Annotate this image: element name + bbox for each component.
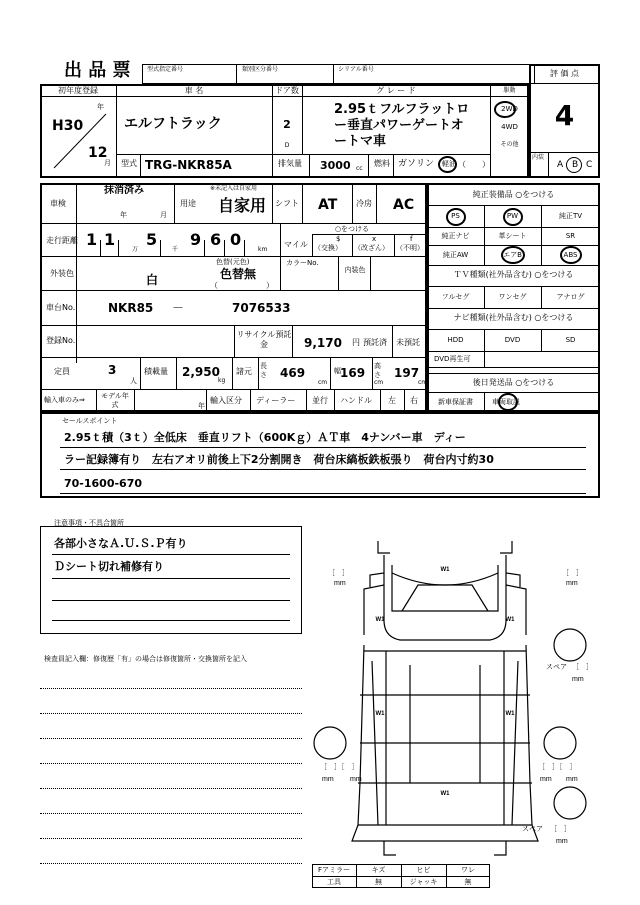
equip-ps: PS bbox=[451, 212, 460, 220]
recycle-label: リサイクル預託金 bbox=[236, 330, 292, 349]
interior-b-circle bbox=[566, 157, 582, 173]
w1-left-rear: W1 bbox=[375, 711, 385, 717]
equip-pw-circle bbox=[503, 208, 523, 226]
grade-value: 2.95ｔフルフラットロー垂直パワーゲートオートマ車 bbox=[334, 102, 470, 149]
color-paren: （ ） bbox=[210, 281, 274, 290]
capacity-value: 3 bbox=[108, 363, 117, 377]
mileage-digit: 1 bbox=[104, 230, 116, 249]
drive-2wd: 2WD bbox=[501, 105, 518, 113]
mileage-digit: 1 bbox=[86, 230, 98, 249]
recycle-unit: 円 bbox=[352, 338, 360, 347]
km-unit: km bbox=[258, 246, 268, 253]
length-label: 長さ bbox=[260, 362, 267, 379]
cc-unit: cc bbox=[356, 165, 363, 172]
interior-a: A bbox=[557, 160, 564, 170]
interior-c: C bbox=[586, 160, 593, 170]
import-year-label: 年 bbox=[198, 402, 205, 410]
color-no-label: カラーNo. bbox=[286, 259, 319, 267]
later-warranty: 新車保証書 bbox=[438, 398, 473, 406]
doors-label: ドア数 bbox=[275, 86, 299, 95]
fuel-paren: （ ） bbox=[458, 160, 490, 169]
car-name-label: 車 名 bbox=[184, 86, 204, 95]
exterior-label: 外装色 bbox=[50, 269, 74, 278]
grade-label: グ レ ー ド bbox=[376, 86, 416, 95]
notes-line2: Ｄシート切れ補修有り bbox=[54, 560, 164, 573]
load-label: 積載量 bbox=[144, 367, 168, 376]
height-value: 197 bbox=[394, 366, 420, 380]
sales-point-label: セールスポイント bbox=[62, 417, 118, 425]
spec-label: 諸元 bbox=[236, 367, 252, 376]
spare-label-1: スペア bbox=[546, 664, 567, 671]
mm-r2: mm bbox=[540, 776, 552, 783]
height-label: 高さ bbox=[374, 362, 381, 379]
displacement-value: 3000 bbox=[320, 159, 351, 172]
rating-value: 4 bbox=[554, 99, 575, 132]
load-value: 2,950 bbox=[182, 365, 220, 379]
later-manual-circle bbox=[498, 393, 518, 411]
color-change-label: 色替(元色) bbox=[216, 258, 250, 266]
sales-point-line1: 2.95ｔ積（3ｔ）全低床 垂直リフト（600Kｇ）ＡＴ車 4ナンバー車 ディー bbox=[64, 431, 466, 444]
shift-label: シフト bbox=[275, 199, 299, 208]
navi-title: ナビ種類(社外品含む) ○をつける bbox=[453, 313, 574, 322]
first-reg-month: 12 bbox=[88, 145, 108, 161]
drive-4wd: 4WD bbox=[501, 123, 518, 131]
fuel-diesel: 軽油 bbox=[442, 160, 456, 168]
ac-label: 冷房 bbox=[356, 199, 372, 208]
displacement-label: 排気量 bbox=[278, 159, 302, 168]
drive-other: その他 bbox=[500, 141, 519, 148]
color-change-value: 色替無 bbox=[220, 267, 257, 281]
footer-h2: キズ bbox=[371, 866, 386, 874]
spare-label-2: スペア bbox=[522, 826, 543, 833]
car-name-value: エルフトラック bbox=[124, 116, 222, 132]
month-unit: 月 bbox=[104, 159, 111, 167]
capacity-label: 定員 bbox=[54, 367, 70, 376]
mm-r1: mm bbox=[566, 580, 578, 587]
bracket-l1: ［ ］ bbox=[328, 570, 349, 577]
mileage-digit: 9 bbox=[190, 230, 202, 249]
sales-point-line2: ラー記録簿有り 左右アオリ前後上下2分割開き 荷台床縞板鉄板張り 荷台内寸約30 bbox=[64, 453, 494, 466]
mile-label: マイル bbox=[284, 240, 308, 249]
mileage-label: 走行距離 bbox=[46, 236, 78, 245]
fuel-label: 燃料 bbox=[374, 159, 390, 168]
reg-no-label: 登録No. bbox=[46, 336, 76, 345]
handle-label: ハンドル bbox=[340, 396, 372, 405]
oem-title: 純正装備品 ○をつける bbox=[472, 190, 555, 199]
doors-unit: D bbox=[284, 142, 290, 149]
right-label: 右 bbox=[410, 396, 418, 405]
inspection-value: 抹消済み bbox=[104, 185, 144, 196]
form-title: 出 品 票 bbox=[64, 60, 131, 81]
equip-tv: 純正TV bbox=[558, 212, 583, 220]
equip-leather: 革シート bbox=[498, 232, 527, 240]
doors-value: 2 bbox=[283, 118, 291, 131]
truck-diagram bbox=[300, 525, 620, 865]
footer-h3: ヒビ bbox=[416, 866, 431, 874]
year-unit: 年 bbox=[97, 103, 104, 111]
w1-right-front: W1 bbox=[505, 617, 515, 623]
w1-right-rear: W1 bbox=[505, 711, 515, 717]
chassis-dash: － bbox=[172, 301, 185, 315]
footer-v3: ジャッキ bbox=[409, 878, 438, 886]
chassis-value-1: NKR85 bbox=[108, 301, 154, 315]
date-slash bbox=[50, 110, 110, 172]
equip-navi: 純正ナビ bbox=[441, 232, 470, 240]
tampered-label: （改ざん） bbox=[354, 244, 389, 252]
later-manual: 車両取説 bbox=[492, 398, 520, 406]
w1-rear: W1 bbox=[440, 791, 450, 797]
tv-analog: アナログ bbox=[556, 293, 585, 301]
interior-b: B bbox=[572, 160, 579, 170]
w1-left-front: W1 bbox=[375, 617, 385, 623]
exterior-value: 白 bbox=[146, 273, 159, 287]
navi-hdd: HDD bbox=[447, 336, 464, 344]
equip-airbag: エアB bbox=[503, 251, 522, 259]
footer-h1: Fアミラー bbox=[317, 866, 351, 874]
usage-note: ※未記入は自家用 bbox=[210, 185, 258, 192]
fuel-value: ガソリン bbox=[398, 159, 435, 169]
category-number-label: 類別区分番号 bbox=[242, 66, 279, 73]
drive-2wd-circle bbox=[494, 101, 516, 118]
mm-l2: mm bbox=[322, 776, 334, 783]
tv-oneseg: ワンセグ bbox=[498, 293, 527, 301]
footer-v4: 無 bbox=[464, 878, 472, 886]
type-value: TRG-NKR85A bbox=[145, 158, 232, 172]
fuel-diesel-circle bbox=[438, 156, 457, 173]
footer-v1: 工具 bbox=[327, 878, 341, 886]
equip-abs: ABS bbox=[563, 251, 578, 259]
chassis-label: 車台No. bbox=[46, 303, 76, 312]
mm-spare2: mm bbox=[556, 838, 568, 845]
bracket-l2: ［ ］［ ］ bbox=[320, 764, 359, 771]
dvd-play-label: DVD再生可 bbox=[434, 355, 471, 363]
navi-dvd: DVD bbox=[504, 336, 521, 344]
import-type-label: 輸入区分 bbox=[210, 396, 242, 405]
sen-unit: 千 bbox=[172, 246, 179, 253]
vehicle-detail-box bbox=[40, 183, 427, 412]
footer-h4: ワレ bbox=[461, 866, 475, 874]
tv-fullseg: フルセグ bbox=[441, 293, 470, 301]
mileage-circle-note: ○をつける bbox=[334, 225, 370, 233]
w1-cab: W1 bbox=[440, 567, 450, 573]
mm-l3: mm bbox=[350, 776, 362, 783]
model-designation-label: 型式指定番号 bbox=[147, 66, 184, 73]
mileage-digit: 5 bbox=[146, 230, 158, 249]
sales-point-line3: 70-1600-670 bbox=[64, 477, 143, 490]
inspection-label: 車検 bbox=[50, 199, 66, 208]
width-label: 幅 bbox=[334, 367, 341, 375]
later-title: 後日発送品 ○をつける bbox=[472, 378, 555, 387]
mm-l1: mm bbox=[334, 580, 346, 587]
equip-sr: SR bbox=[565, 232, 576, 240]
svg-text:［ ］: ［ ］ bbox=[572, 664, 593, 671]
shift-value: AT bbox=[318, 197, 338, 213]
chassis-value-2: 7076533 bbox=[232, 301, 291, 315]
load-kg-unit: kg bbox=[218, 377, 226, 384]
import-label: 輸入車のみ⇒ bbox=[44, 396, 85, 404]
exchange-label: （交換） bbox=[314, 244, 342, 252]
equip-abs-circle bbox=[560, 246, 582, 264]
left-label: 左 bbox=[388, 396, 396, 405]
inspection-year-unit: 年 bbox=[120, 211, 127, 219]
recycle-paid: 預託済 bbox=[363, 338, 387, 347]
tv-title: ＴＶ種類(社外品含む) ○をつける bbox=[453, 270, 574, 279]
inspector-label: 検査員記入欄：修復歴「有」の場合は修復箇所・交換箇所を記入 bbox=[44, 655, 247, 663]
equip-aw: 純正AW bbox=[442, 251, 469, 259]
usage-label: 用途 bbox=[180, 199, 196, 208]
type-label: 型式 bbox=[121, 159, 137, 168]
recycle-value: 9,170 bbox=[304, 336, 342, 350]
ac-value: AC bbox=[393, 197, 415, 213]
usage-value: 自家用 bbox=[218, 196, 267, 215]
length-value: 469 bbox=[280, 366, 306, 380]
drive-label: 駆動 bbox=[503, 87, 516, 94]
mileage-digit: 0 bbox=[230, 230, 242, 249]
model-year-label: モデル年式 bbox=[101, 392, 129, 409]
dealer-label: ディーラー bbox=[256, 396, 296, 405]
width-cm-unit: cm bbox=[374, 379, 384, 386]
notes-label: 注意事項・不具合箇所 bbox=[54, 519, 124, 527]
navi-sd: SD bbox=[565, 336, 576, 344]
mileage-digit: 6 bbox=[210, 230, 222, 249]
inspection-month-unit: 月 bbox=[160, 211, 167, 219]
mm-r3: mm bbox=[566, 776, 578, 783]
first-reg-label: 初年度登録 bbox=[58, 86, 98, 95]
man-unit: 万 bbox=[132, 246, 139, 253]
interior-color-label: 内装色 bbox=[344, 266, 366, 274]
unknown-label: （不明） bbox=[396, 244, 424, 252]
notes-line1: 各部小さなＡ.Ｕ.Ｓ.Ｐ有り bbox=[54, 537, 188, 550]
equip-pw: PW bbox=[506, 212, 519, 220]
height-cm-unit: cm bbox=[418, 379, 428, 386]
footer-v2: 無 bbox=[375, 878, 382, 886]
svg-text:［ ］: ［ ］ bbox=[550, 826, 571, 833]
first-reg-era: H30 bbox=[52, 118, 84, 134]
interior-label: 内装 bbox=[532, 154, 545, 161]
bracket-r2: ［ ］［ ］ bbox=[538, 764, 577, 771]
parallel-label: 並行 bbox=[312, 396, 328, 405]
capacity-unit: 人 bbox=[130, 377, 137, 385]
width-value: 169 bbox=[340, 366, 366, 380]
bracket-r1: ［ ］ bbox=[562, 570, 583, 577]
rating-label: 評 価 点 bbox=[549, 69, 580, 78]
length-cm-unit: cm bbox=[318, 379, 328, 386]
mm-spare1: mm bbox=[572, 676, 584, 683]
equip-airbag-circle bbox=[501, 246, 525, 264]
recycle-unpaid: 未預託 bbox=[396, 338, 420, 347]
serial-label: シリアル番号 bbox=[338, 66, 374, 73]
equip-ps-circle bbox=[446, 208, 466, 226]
